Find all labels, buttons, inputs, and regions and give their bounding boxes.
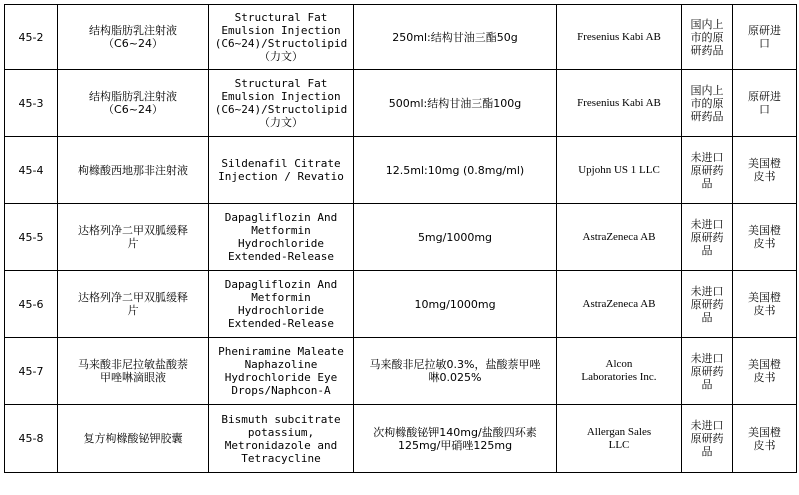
source-cell: 未进口 原研药 品 [682, 204, 733, 271]
english-name-cell: Dapagliflozin And Metformin Hydrochloride Extended-Release [209, 271, 354, 338]
holder-cell: Alcon Laboratories Inc. [557, 338, 682, 405]
reference-cell: 美国橙 皮书 [733, 338, 797, 405]
specification-cell: 10mg/1000mg [354, 271, 557, 338]
source-cell: 未进口 原研药 品 [682, 338, 733, 405]
specification-cell: 500ml:结构甘油三酯100g [354, 70, 557, 137]
specification-cell: 250ml:结构甘油三酯50g [354, 5, 557, 70]
source-cell: 未进口 原研药 品 [682, 137, 733, 204]
holder-cell: Fresenius Kabi AB [557, 5, 682, 70]
specification-cell: 次枸橼酸铋钾140mg/盐酸四环素 125mg/甲硝唑125mg [354, 405, 557, 473]
drug-reference-table [4, 4, 797, 473]
chinese-name-cell: 马来酸非尼拉敏盐酸萘 甲唑啉滴眼液 [58, 338, 209, 405]
table-row [5, 70, 797, 137]
reference-cell: 原研进 口 [733, 5, 797, 70]
holder-cell: Allergan Sales LLC [557, 405, 682, 473]
table-row [5, 405, 797, 473]
chinese-name-cell: 达格列净二甲双胍缓释 片 [58, 204, 209, 271]
table-row [5, 5, 797, 70]
row-id-cell: 45-6 [5, 271, 58, 338]
source-cell: 国内上 市的原 研药品 [682, 5, 733, 70]
holder-cell: Fresenius Kabi AB [557, 70, 682, 137]
chinese-name-cell: 复方枸橼酸铋钾胶囊 [58, 405, 209, 473]
holder-cell: AstraZeneca AB [557, 271, 682, 338]
chinese-name-cell: 枸橼酸西地那非注射液 [58, 137, 209, 204]
chinese-name-cell: 达格列净二甲双胍缓释 片 [58, 271, 209, 338]
specification-cell: 12.5ml:10mg (0.8mg/ml) [354, 137, 557, 204]
specification-cell: 5mg/1000mg [354, 204, 557, 271]
specification-cell: 马来酸非尼拉敏0.3%，盐酸萘甲唑 啉0.025% [354, 338, 557, 405]
table-row [5, 137, 797, 204]
row-id-cell: 45-8 [5, 405, 58, 473]
row-id-cell: 45-7 [5, 338, 58, 405]
table-row [5, 338, 797, 405]
chinese-name-cell: 结构脂肪乳注射液 （C6~24） [58, 5, 209, 70]
source-cell: 未进口 原研药 品 [682, 405, 733, 473]
table-row [5, 271, 797, 338]
english-name-cell: Structural Fat Emulsion Injection (C6~24)/Structolipid （力文） [209, 70, 354, 137]
reference-cell: 美国橙 皮书 [733, 405, 797, 473]
row-id-cell: 45-2 [5, 5, 58, 70]
reference-cell: 美国橙 皮书 [733, 271, 797, 338]
source-cell: 未进口 原研药 品 [682, 271, 733, 338]
reference-cell: 原研进 口 [733, 70, 797, 137]
english-name-cell: Bismuth subcitrate potassium, Metronidazole and Tetracycline [209, 405, 354, 473]
english-name-cell: Sildenafil Citrate Injection / Revatio [209, 137, 354, 204]
holder-cell: AstraZeneca AB [557, 204, 682, 271]
english-name-cell: Dapagliflozin And Metformin Hydrochloride Extended-Release [209, 204, 354, 271]
table-row [5, 204, 797, 271]
row-id-cell: 45-3 [5, 70, 58, 137]
row-id-cell: 45-4 [5, 137, 58, 204]
chinese-name-cell: 结构脂肪乳注射液 （C6~24） [58, 70, 209, 137]
english-name-cell: Pheniramine Maleate Naphazoline Hydrochloride Eye Drops/Naphcon-A [209, 338, 354, 405]
row-id-cell: 45-5 [5, 204, 58, 271]
reference-cell: 美国橙 皮书 [733, 137, 797, 204]
holder-cell: Upjohn US 1 LLC [557, 137, 682, 204]
reference-cell: 美国橙 皮书 [733, 204, 797, 271]
source-cell: 国内上 市的原 研药品 [682, 70, 733, 137]
english-name-cell: Structural Fat Emulsion Injection (C6~24)/Structolipid （力文） [209, 5, 354, 70]
